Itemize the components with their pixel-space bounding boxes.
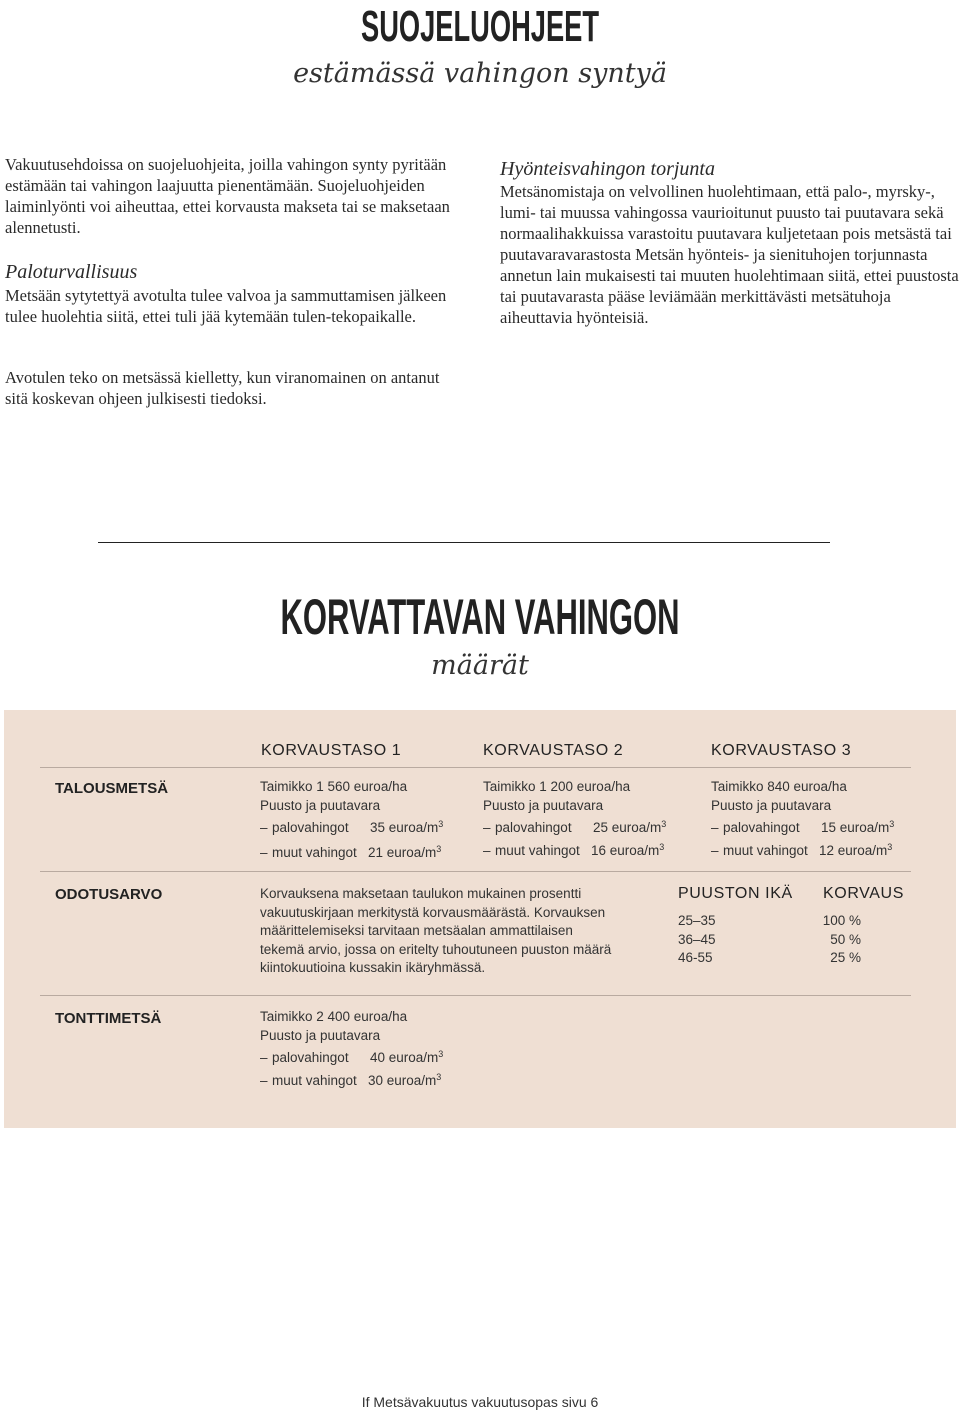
sup: 3 (438, 1049, 444, 1059)
taimikko-value: Taimikko 1 560 euroa/ha (260, 779, 408, 794)
pct-value: 50 % (830, 931, 861, 947)
puusto-label: Puusto ja puutavara (483, 797, 604, 813)
palo-label: palovahingot (272, 820, 349, 835)
taimikko-value: Taimikko 2 400 euroa/ha (260, 1009, 408, 1024)
row-label-tonttimetsa: TONTTIMETSÄ (55, 1010, 162, 1027)
row1-col2-cell (483, 778, 666, 860)
dash: – (711, 820, 719, 835)
puusto-label: Puusto ja puutavara (260, 797, 381, 813)
taimikko-value: Taimikko 1 200 euroa/ha (483, 779, 631, 794)
header-divider (40, 767, 911, 768)
sup: 3 (887, 841, 893, 852)
open-fire-paragraph: Avotulen teko on metsässä kielletty, kun viranomainen on antanut sitä koskevan ohjeen julkisesti tiedoksi. (5, 368, 440, 408)
palo-value: 25 euroa/m (593, 820, 662, 835)
row3-col1-cell (260, 1008, 443, 1090)
muut-label: muut vahingot (272, 1072, 357, 1088)
compensation-header: KORVAUS (823, 885, 904, 902)
palo-value: 40 euroa/m (370, 1050, 439, 1065)
muut-label: muut vahingot (272, 844, 357, 860)
fire-heading: Paloturvallisuus (5, 261, 138, 283)
palo-label: palovahingot (723, 820, 800, 835)
palo-label: palovahingot (272, 1050, 349, 1065)
fire-paragraph: Metsään sytytettyä avotulta tulee valvoa ja sammuttamisen jälkeen tulee huolehtia siitä, ettei tuli jää kytemään tulen-tekopaikalle. (5, 286, 447, 326)
col-header-3: KORVAUSTASO 3 (711, 742, 852, 759)
dash: – (260, 844, 268, 860)
row-label-odotusarvo: ODOTUSARVO (55, 886, 163, 903)
sup: 3 (436, 843, 442, 854)
palo-label: palovahingot (495, 820, 572, 835)
page-subtitle: estämässä vahingon syntyä (293, 58, 667, 89)
row1-col1-cell (260, 778, 443, 862)
page-footer: If Metsävakuutus vakuutusopas sivu 6 (361, 1394, 599, 1410)
col-header-2: KORVAUSTASO 2 (483, 742, 624, 759)
sup: 3 (436, 1071, 442, 1082)
age-list (678, 912, 716, 968)
muut-value: 21 euroa/m (368, 844, 437, 860)
pct-value: 100 % (822, 913, 861, 928)
section-title: KORVATTAVAN VAHINGON (280, 589, 680, 645)
muut-value: 12 euroa/m (819, 842, 888, 858)
insect-paragraph: Metsänomistaja on velvollinen huolehtimaan, että palo-, myrsky-, lumi- tai muussa vahingossa vaurioitunut puusto tai puutavara sekä normaalihakkuissa varastoitu puutavara kuljetetaan pois metsästä tai puutavaravarastosta Metsän hyönteis- ja sienituhojen torjunnasta annetun lain mukaisesti tai muuten huolehtimaan siitä, ettei puustosta tai puutavarasta pääse leviämään merkittävästi metsätuhoja aiheuttavia hyönteisiä. (500, 182, 959, 327)
muut-value: 16 euroa/m (591, 842, 660, 858)
dash: – (260, 1072, 268, 1088)
intro-paragraph: Vakuutusehdoissa on suojeluohjeita, joilla vahingon synty pyritään estämään tai vahingon laajuutta pienentämään. Suojeluohjeiden laiminlyönti voi aiheuttaa, ettei korvausta makseta tai se maksetaan alennetusti. (5, 155, 450, 237)
row-divider (40, 995, 911, 996)
pct-value: 25 % (830, 950, 861, 965)
palo-value: 35 euroa/m (370, 820, 439, 835)
page-title: SUOJELUOHJEET (360, 2, 600, 51)
sup: 3 (659, 841, 665, 852)
section-divider (98, 542, 830, 543)
dash: – (711, 842, 719, 858)
sup: 3 (661, 819, 667, 829)
col-header-1: KORVAUSTASO 1 (261, 742, 402, 759)
dash: – (483, 842, 491, 858)
section-subtitle: määrät (431, 650, 529, 681)
muut-value: 30 euroa/m (368, 1072, 437, 1088)
palo-value: 15 euroa/m (821, 820, 890, 835)
row-label-talousmetsa: TALOUSMETSÄ (55, 780, 169, 797)
taimikko-value: Taimikko 840 euroa/ha (711, 779, 847, 794)
puusto-label: Puusto ja puutavara (711, 797, 832, 813)
dash: – (483, 820, 491, 835)
age-value: 36–45 (678, 931, 716, 947)
insect-heading: Hyönteisvahingon torjunta (500, 158, 715, 180)
age-value: 25–35 (678, 913, 716, 928)
sup: 3 (438, 819, 444, 829)
odotusarvo-text: Korvauksena maksetaan taulukon mukainen prosentti vakuutuskirjaan merkitystä korvausmäärästä. Korvauksen määrittelemiseksi tarvitaan metsäalan ammattilaisen tekemä arvio, jossa on eritelty tuhoutuneen puuston määrä kiintokuutioina kussakin ikäryhmässä. (260, 886, 612, 975)
row1-col3-cell (711, 778, 894, 860)
dash: – (260, 1050, 268, 1065)
row-divider (40, 871, 911, 872)
pct-list (800, 912, 861, 968)
sup: 3 (889, 819, 895, 829)
muut-label: muut vahingot (723, 842, 808, 858)
puusto-label: Puusto ja puutavara (260, 1027, 381, 1043)
age-value: 46-55 (678, 950, 713, 965)
dash: – (260, 820, 268, 835)
muut-label: muut vahingot (495, 842, 580, 858)
age-header: PUUSTON IKÄ (678, 885, 793, 902)
